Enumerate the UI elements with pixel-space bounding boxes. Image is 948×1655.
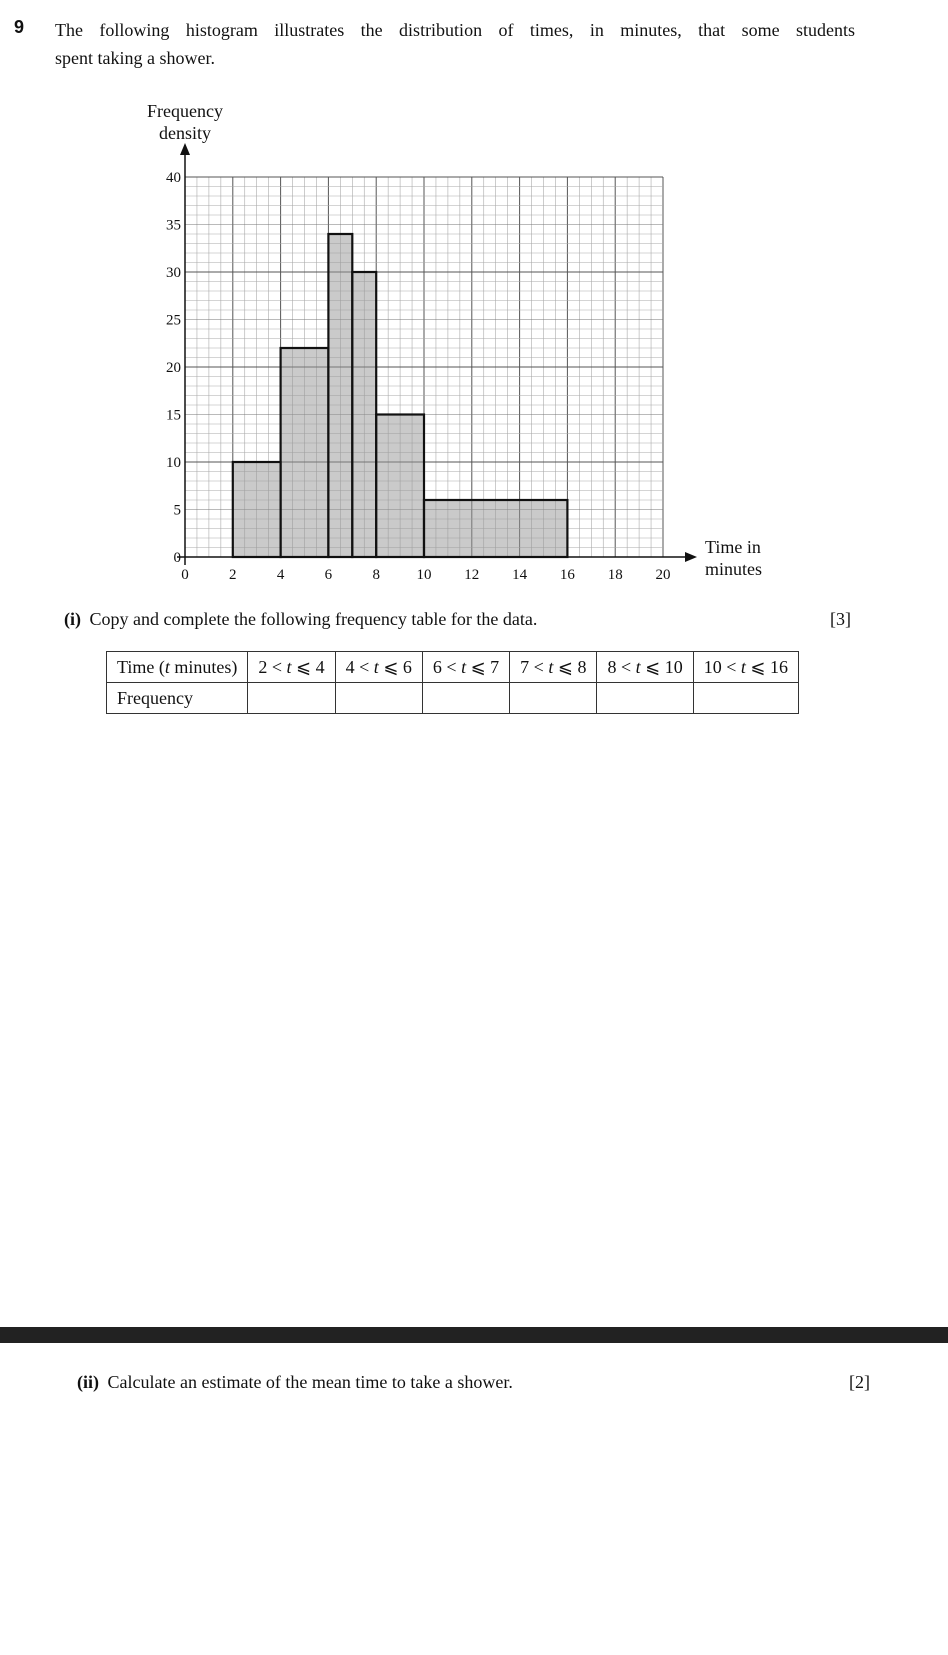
y-tick-label: 0 — [173, 550, 181, 566]
part-ii-label: (ii) — [77, 1372, 99, 1392]
x-tick-label: 14 — [512, 567, 528, 583]
y-tick-label: 20 — [166, 360, 181, 376]
part-i-prompt — [64, 609, 537, 630]
y-tick-label: 25 — [166, 312, 181, 329]
histogram-bar — [233, 462, 281, 557]
frequency-cell — [248, 683, 335, 714]
part-ii-text: Calculate an estimate of the mean time to take a shower. — [107, 1372, 513, 1392]
question-text — [55, 16, 855, 72]
page-divider — [0, 1327, 948, 1343]
x-tick-label: 20 — [655, 567, 671, 583]
frequency-cell — [422, 683, 509, 714]
x-axis-title-line2: minutes — [705, 559, 762, 579]
part-i-marks: [3] — [830, 609, 851, 629]
part-ii-marks: [2] — [849, 1372, 870, 1392]
question-text-line2: spent taking a shower. — [55, 48, 215, 68]
table-row-frequency — [107, 683, 799, 714]
y-tick-label: 30 — [166, 265, 181, 281]
histogram-bar — [328, 234, 352, 557]
interval-cell: 8 < t ⩽ 10 — [597, 652, 693, 683]
histogram-bar — [281, 348, 329, 557]
part-i-text: Copy and complete the following frequency table for the data. — [89, 609, 538, 629]
y-tick-label: 35 — [166, 217, 181, 234]
x-axis-arrow — [685, 552, 697, 562]
y-tick-label: 10 — [166, 455, 181, 471]
x-tick-label: 16 — [559, 567, 575, 583]
x-tick-label: 10 — [416, 567, 432, 583]
x-axis-title-line1: Time in — [705, 537, 761, 557]
x-tick-label: 12 — [464, 567, 480, 583]
x-tick-label: 4 — [276, 567, 285, 583]
y-axis-title-line2: density — [159, 123, 211, 143]
y-tick-label: 15 — [166, 407, 181, 424]
time-header-cell: Time (t minutes) — [107, 652, 248, 683]
y-axis-title-line1: Frequency — [147, 101, 223, 121]
part-ii-prompt — [77, 1372, 513, 1393]
frequency-header-cell: Frequency — [107, 683, 248, 714]
interval-cell: 10 < t ⩽ 16 — [693, 652, 798, 683]
interval-cell: 7 < t ⩽ 8 — [510, 652, 597, 683]
interval-cell: 6 < t ⩽ 7 — [422, 652, 509, 683]
y-tick-label: 5 — [173, 502, 181, 519]
x-tick-label: 8 — [372, 567, 380, 583]
question-text-line1: The following histogram illustrates the distribution of times, in minutes, that some students — [55, 20, 855, 40]
histogram-bar — [424, 500, 567, 557]
interval-cell: 4 < t ⩽ 6 — [335, 652, 422, 683]
histogram-chart — [0, 90, 948, 590]
part-i-label: (i) — [64, 609, 81, 629]
frequency-cell — [693, 683, 798, 714]
histogram-bar — [376, 415, 424, 558]
question-number: 9 — [14, 17, 25, 37]
x-tick-label: 6 — [324, 567, 333, 583]
x-tick-label: 0 — [181, 567, 189, 583]
frequency-cell — [510, 683, 597, 714]
interval-cell: 2 < t ⩽ 4 — [248, 652, 335, 683]
frequency-cell — [335, 683, 422, 714]
frequency-cell — [597, 683, 693, 714]
x-tick-label: 18 — [607, 567, 623, 583]
histogram-bar — [352, 272, 376, 557]
table-row-time — [107, 652, 799, 683]
x-tick-label: 2 — [229, 567, 237, 583]
y-axis-arrow — [180, 143, 190, 155]
frequency-table — [106, 651, 799, 714]
y-tick-label: 40 — [166, 170, 181, 186]
